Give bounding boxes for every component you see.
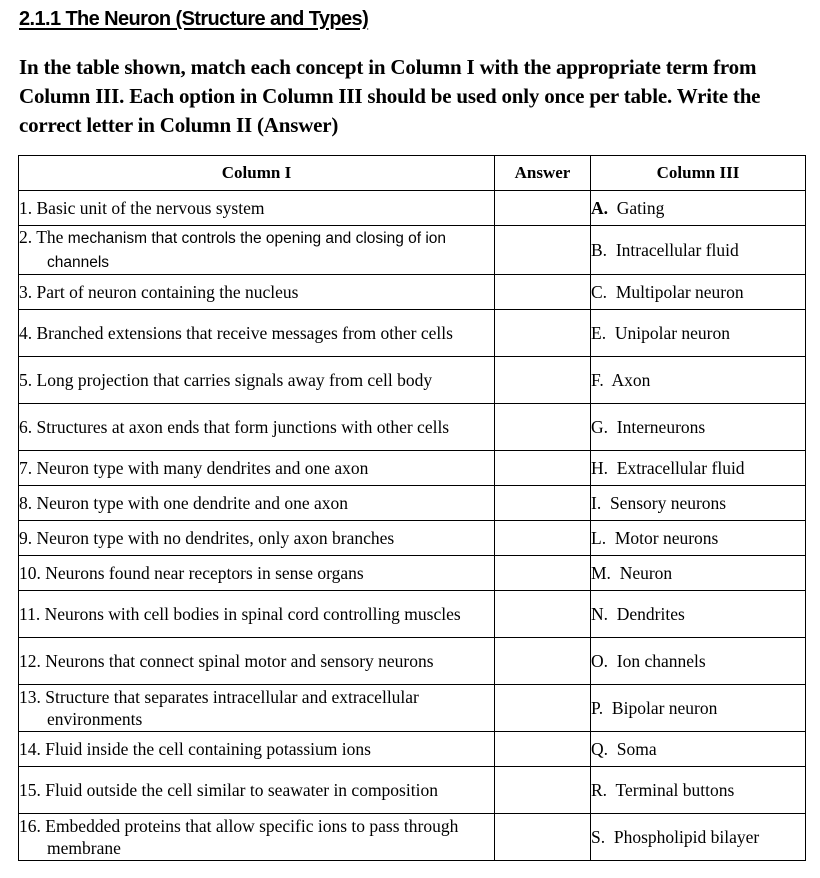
concept-number: 14. (19, 739, 41, 759)
term-cell (591, 310, 806, 357)
answer-cell[interactable] (495, 486, 591, 521)
table-row (19, 767, 806, 814)
term-letter: M. (591, 563, 611, 583)
concept-text: Structure that separates intracellular and extracellular environments (45, 687, 419, 729)
term-cell (591, 451, 806, 486)
term-letter: C. (591, 282, 608, 302)
concept-number: 15. (19, 780, 41, 800)
term-text: Dendrites (616, 604, 685, 624)
concept-text: Neurons found near receptors in sense organs (45, 563, 364, 583)
concept-cell (19, 275, 495, 310)
concept-cell (19, 226, 495, 275)
term-cell (591, 685, 806, 732)
term-text: Intracellular fluid (615, 240, 739, 260)
term-cell (591, 521, 806, 556)
concept-cell (19, 521, 495, 556)
table-row (19, 357, 806, 404)
term-cell (591, 732, 806, 767)
term-text: Neuron (619, 563, 673, 583)
term-cell (591, 226, 806, 275)
concept-cell (19, 638, 495, 685)
term-letter: B. (591, 240, 608, 260)
concept-text: Neurons that connect spinal motor and sensory neurons (45, 651, 434, 671)
concept-text: Fluid inside the cell containing potassium ions (45, 739, 371, 759)
answer-cell[interactable] (495, 451, 591, 486)
concept-text: Neurons with cell bodies in spinal cord controlling muscles (44, 604, 461, 624)
term-letter: A. (591, 198, 609, 218)
answer-cell[interactable] (495, 310, 591, 357)
term-letter: O. (591, 651, 609, 671)
table-row (19, 451, 806, 486)
term-letter: S. (591, 827, 606, 847)
term-letter: P. (591, 698, 604, 718)
concept-text: Basic unit of the nervous system (36, 198, 265, 218)
term-text: Phospholipid bilayer (613, 827, 760, 847)
term-letter: Q. (591, 739, 609, 759)
concept-text: Fluid outside the cell similar to seawater in composition (45, 780, 438, 800)
term-text: Multipolar neuron (615, 282, 744, 302)
term-text: Ion channels (616, 651, 706, 671)
answer-cell[interactable] (495, 404, 591, 451)
concept-cell (19, 486, 495, 521)
term-text: Axon (611, 370, 651, 390)
term-letter: L. (591, 528, 607, 548)
term-text: Motor neurons (614, 528, 719, 548)
answer-cell[interactable] (495, 191, 591, 226)
term-text: Interneurons (616, 417, 706, 437)
term-letter: E. (591, 323, 607, 343)
concept-cell (19, 191, 495, 226)
concept-cell (19, 556, 495, 591)
concept-number: 8. (19, 493, 33, 513)
concept-number: 13. (19, 687, 41, 707)
concept-text: Neuron type with many dendrites and one axon (36, 458, 369, 478)
table-row (19, 591, 806, 638)
concept-text: Neuron type with one dendrite and one axon (36, 493, 349, 513)
term-cell (591, 814, 806, 861)
table-row (19, 638, 806, 685)
section-heading: 2.1.1 The Neuron (Structure and Types) (19, 8, 369, 30)
answer-cell[interactable] (495, 591, 591, 638)
term-cell (591, 767, 806, 814)
term-text: Sensory neurons (609, 493, 727, 513)
answer-cell[interactable] (495, 275, 591, 310)
table-row (19, 226, 806, 275)
table-row (19, 310, 806, 357)
concept-number: 16. (19, 816, 41, 836)
answer-cell[interactable] (495, 814, 591, 861)
term-letter: R. (591, 780, 608, 800)
answer-cell[interactable] (495, 226, 591, 275)
answer-cell[interactable] (495, 685, 591, 732)
term-text: Gating (616, 198, 665, 218)
concept-cell (19, 591, 495, 638)
table-row (19, 685, 806, 732)
table-row (19, 191, 806, 226)
answer-cell[interactable] (495, 357, 591, 404)
header-answer: Answer (495, 156, 591, 191)
term-letter: F. (591, 370, 604, 390)
instructions-text: In the table shown, match each concept in Column I with the appropriate term from Column III. Each option in Column III should be used only once per table. Write the correct letter in Column II (Answer) (19, 55, 761, 137)
concept-number: 5. (19, 370, 33, 390)
concept-number: 3. (19, 282, 33, 302)
concept-cell (19, 732, 495, 767)
term-text: Unipolar neuron (614, 323, 731, 343)
term-cell (591, 357, 806, 404)
concept-number: 9. (19, 528, 33, 548)
term-cell (591, 404, 806, 451)
concept-text: mechanism that controls the opening and closing of ion channels (47, 230, 447, 271)
concept-text: Part of neuron containing the nucleus (36, 282, 299, 302)
header-column-3: Column III (591, 156, 806, 191)
concept-cell (19, 310, 495, 357)
concept-number: 4. (19, 323, 33, 343)
matching-table (18, 155, 806, 861)
table-row (19, 814, 806, 861)
term-cell (591, 638, 806, 685)
term-text: Terminal buttons (615, 780, 735, 800)
term-cell (591, 556, 806, 591)
table-row (19, 732, 806, 767)
answer-cell[interactable] (495, 556, 591, 591)
table-row (19, 556, 806, 591)
concept-cell (19, 814, 495, 861)
table-header-row (19, 156, 806, 191)
concept-cell (19, 357, 495, 404)
table-row (19, 486, 806, 521)
table-row (19, 275, 806, 310)
concept-number: 2. (19, 227, 33, 247)
term-letter: H. (591, 458, 609, 478)
concept-lead: The (36, 227, 64, 247)
table-row (19, 404, 806, 451)
table-row (19, 521, 806, 556)
concept-cell (19, 767, 495, 814)
concept-text: Long projection that carries signals away from cell body (36, 370, 433, 390)
concept-cell (19, 404, 495, 451)
term-text: Soma (616, 739, 657, 759)
term-cell (591, 191, 806, 226)
concept-text: Embedded proteins that allow specific ions to pass through membrane (45, 816, 459, 858)
term-text: Extracellular fluid (616, 458, 745, 478)
header-column-1: Column I (19, 156, 495, 191)
term-cell (591, 275, 806, 310)
concept-text: Structures at axon ends that form junctions with other cells (36, 417, 450, 437)
term-cell (591, 591, 806, 638)
term-letter: I. (591, 493, 602, 513)
concept-number: 12. (19, 651, 41, 671)
concept-text: Neuron type with no dendrites, only axon branches (36, 528, 395, 548)
concept-cell (19, 685, 495, 732)
term-cell (591, 486, 806, 521)
concept-number: 6. (19, 417, 33, 437)
concept-number: 10. (19, 563, 41, 583)
term-text: Bipolar neuron (611, 698, 718, 718)
answer-cell[interactable] (495, 638, 591, 685)
term-letter: G. (591, 417, 609, 437)
concept-number: 7. (19, 458, 33, 478)
concept-number: 1. (19, 198, 33, 218)
concept-cell (19, 451, 495, 486)
answer-cell[interactable] (495, 521, 591, 556)
answer-cell[interactable] (495, 767, 591, 814)
answer-cell[interactable] (495, 732, 591, 767)
concept-number: 11. (19, 604, 41, 624)
term-letter: N. (591, 604, 609, 624)
concept-text: Branched extensions that receive messages from other cells (36, 323, 453, 343)
